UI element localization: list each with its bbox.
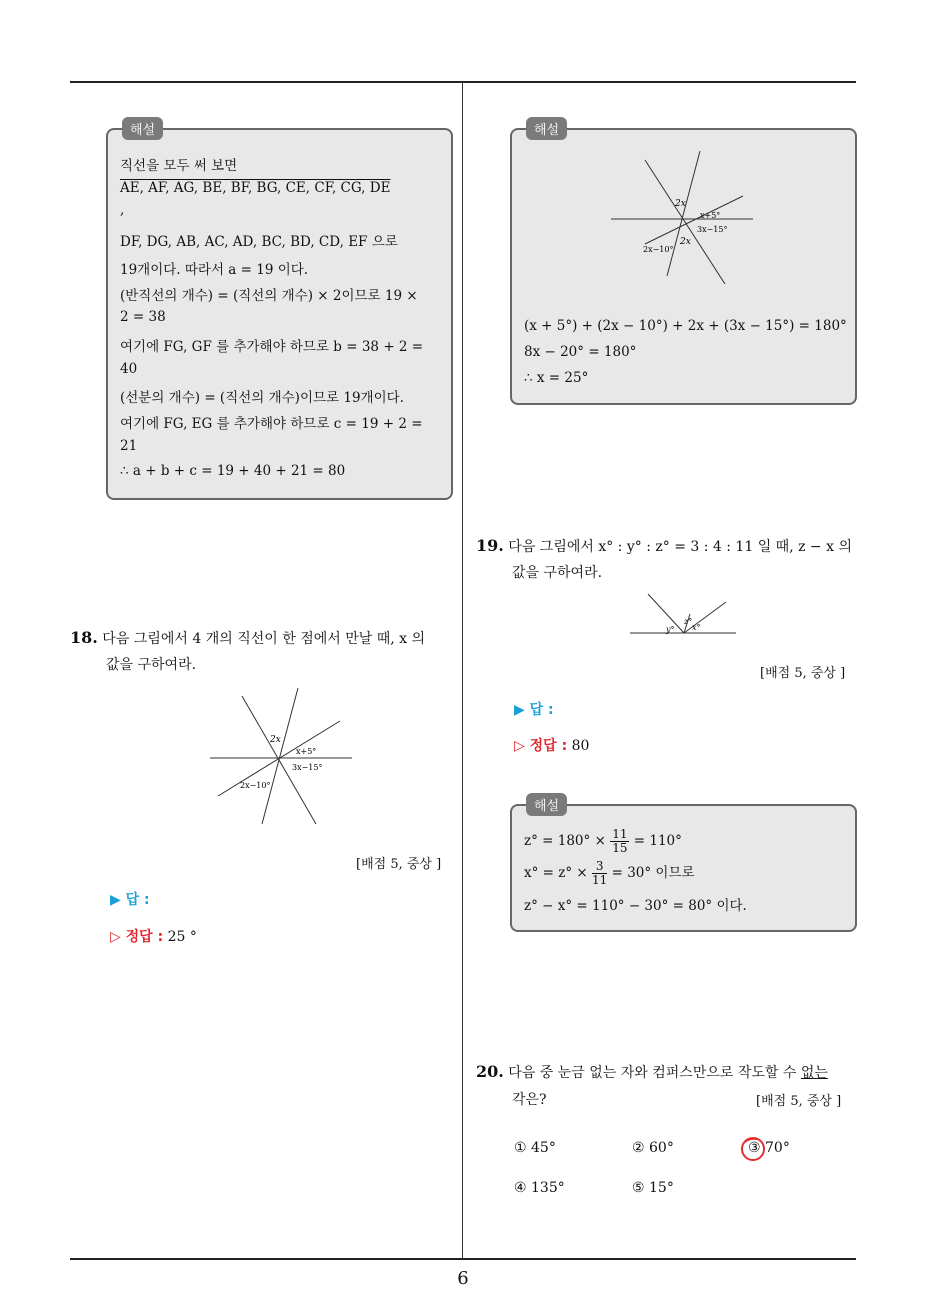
left-explanation-box (106, 123, 453, 500)
explanation-line: 40 (120, 361, 138, 377)
expr: x° = z° × (524, 865, 588, 881)
question-18-line1 (70, 628, 425, 648)
explanation-line: , (120, 202, 125, 218)
q19-explanation-box (510, 799, 857, 932)
angle-label: x+5° (700, 211, 721, 220)
explanation-line: 19개이다. 따라서 a = 19 이다. (120, 262, 309, 278)
explanation-line: 직선을 모두 써 보면 (120, 158, 238, 174)
fraction (610, 828, 629, 855)
marked-answer-circle (738, 1134, 768, 1164)
angle-label: 2x (675, 199, 686, 209)
q18-explanation-box (510, 123, 857, 405)
explanation-line: 여기에 FG, GF 를 추가해야 하므로 b = 38 + 2 = (120, 339, 424, 355)
four-lines-figure (607, 146, 767, 284)
choice-3[interactable]: ③ 70° (748, 1140, 790, 1156)
q18-correct-answer (110, 926, 197, 946)
q19-figure (630, 592, 738, 638)
top-rule (70, 81, 856, 83)
numerator: 3 (592, 860, 607, 874)
explanation-tag: 해설 (526, 117, 567, 140)
question-text: 다음 그림에서 4 개의 직선이 한 점에서 만날 때, x 의 (102, 631, 426, 647)
angle-label: 2x (680, 237, 691, 247)
denominator: 15 (612, 841, 628, 855)
explanation-line: (반직선의 개수) = (직선의 개수) × 2이므로 19 × (120, 288, 418, 304)
question-20-line2: 각은? (512, 1092, 547, 1108)
denominator: 11 (592, 873, 608, 887)
correct-label: ▷ 정답 : (514, 738, 568, 754)
question-text: 다음 그림에서 x° : y° : z° = 3 : 4 : 11 일 때, z − x 의 (508, 539, 852, 555)
q18-answer-label: ▶ 답 : (110, 892, 150, 908)
column-divider (462, 82, 463, 1260)
expr: = 30° 이므로 (611, 865, 695, 881)
fraction (592, 860, 607, 887)
expr: = 110° (633, 833, 682, 849)
correct-label: ▷ 정답 : (110, 929, 164, 945)
q18-figure (206, 688, 356, 828)
angle-label: 2x−10° (643, 245, 674, 254)
angle-label: z° (684, 617, 693, 626)
explanation-line (524, 860, 695, 887)
explanation-line: ∴ a + b + c = 19 + 40 + 21 = 80 (120, 463, 346, 479)
angle-label: 2x−10° (240, 781, 271, 790)
angle-label: y° (666, 625, 675, 634)
question-18-line2: 값을 구하여라. (106, 657, 197, 673)
q18-score: [배점 5, 중상 ] (356, 857, 442, 872)
q19-correct-answer (514, 735, 589, 755)
explanation-line: (x + 5°) + (2x − 10°) + 2x + (3x − 15°) = 180° (524, 318, 847, 334)
page-number: 6 (457, 1268, 469, 1289)
explanation-tag: 해설 (122, 117, 163, 140)
question-text: 다음 중 눈금 없는 자와 컴퍼스만으로 작도할 수 (508, 1065, 797, 1081)
q19-score: [배점 5, 중상 ] (760, 666, 846, 681)
angle-label: 3x−15° (292, 763, 323, 772)
bottom-rule (70, 1258, 856, 1260)
choice-2[interactable]: ② 60° (632, 1140, 674, 1156)
explanation-line: z° − x° = 110° − 30° = 80° 이다. (524, 898, 747, 914)
choice-5[interactable]: ⑤ 15° (632, 1180, 674, 1196)
question-19-line2: 값을 구하여라. (512, 565, 603, 581)
question-number: 18. (70, 628, 98, 647)
explanation-line: DF, DG, AB, AC, AD, BC, BD, CD, EF 으로 (120, 234, 398, 250)
angle-label: x° (692, 623, 701, 632)
choice-4[interactable]: ④ 135° (514, 1180, 565, 1196)
explanation-tag: 해설 (526, 793, 567, 816)
q19-answer-label: ▶ 답 : (514, 702, 554, 718)
question-text-underlined: 없는 (800, 1065, 828, 1081)
explanation-line: AE, AF, AG, BE, BF, BG, CE, CF, CG, DE (120, 180, 391, 196)
explanation-line: (선분의 개수) = (직선의 개수)이므로 19개이다. (120, 390, 404, 406)
correct-value: 25 ° (167, 929, 197, 945)
expr: z° = 180° × (524, 833, 606, 849)
q20-score: [배점 5, 중상 ] (756, 1094, 842, 1109)
correct-value: 80 (571, 738, 590, 754)
numerator: 11 (612, 827, 628, 841)
question-number: 20. (476, 1062, 504, 1081)
explanation-line (524, 828, 682, 855)
choice-1[interactable]: ① 45° (514, 1140, 556, 1156)
explanation-line: 여기에 FG, EG 를 추가해야 하므로 c = 19 + 2 = (120, 416, 423, 432)
question-number: 19. (476, 536, 504, 555)
explanation-line: 8x − 20° = 180° (524, 344, 637, 360)
explanation-line: 2 = 38 (120, 309, 166, 325)
angle-label: 3x−15° (697, 225, 728, 234)
angle-label: 2x (270, 735, 281, 745)
explanation-line: ∴ x = 25° (524, 370, 589, 386)
question-19-line1 (476, 536, 852, 556)
explanation-line: 21 (120, 438, 138, 454)
angle-label: x+5° (296, 747, 317, 756)
question-20-line1 (476, 1062, 828, 1082)
